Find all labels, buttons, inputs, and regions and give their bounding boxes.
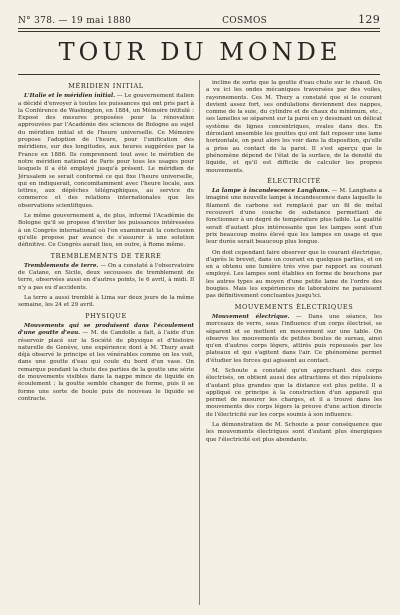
article-text: La terre a aussi tremblé à Lima sur deux jours de la même semaine, les 24 et 29 avril. bbox=[18, 295, 194, 309]
issue-number: N° 378. — 19 mai 1880 bbox=[18, 16, 132, 26]
article-paragraph bbox=[18, 93, 194, 210]
article-paragraph bbox=[18, 213, 194, 249]
article-text: La démonstration de M. Schoute a pour conséquence que les mouvements électriques sont d'autant plus énergiques que l'électricité est plus abondante. bbox=[206, 422, 382, 443]
article-paragraph bbox=[206, 188, 382, 246]
article-subheading: L'Italie et le méridien initial. bbox=[24, 93, 116, 100]
column-divider bbox=[199, 80, 200, 605]
article-paragraph bbox=[206, 80, 382, 175]
page-number: 129 bbox=[358, 13, 380, 26]
section-heading: PHYSIQUE bbox=[85, 311, 127, 320]
section-masthead: TOUR DU MONDE bbox=[58, 38, 342, 66]
article-paragraph bbox=[18, 263, 194, 292]
section-heading: MÉRIDIEN INITIAL bbox=[68, 82, 144, 90]
article-subheading: Mouvement électrique. bbox=[212, 313, 290, 320]
article-text: — M. Langhans a imaginé une nouvelle lampe à incandescence dans laquelle le filament de carbone est remplacé par un fil de métal recouvert d'une couche de substance permettant de fonctionner à un degré de température plus faible. La qualité serait d'autant plus intéressante que les lampes sont d'un prix beaucoup moins élevé que les lampes en usage et que leur durée serait beaucoup plus longue. bbox=[206, 188, 382, 246]
article-paragraph bbox=[206, 422, 382, 444]
article-text: — Dans une séance, les morceaux de verre, sous l'influence d'un corps électrisé, se séparent et se mettent en mouvement sur une table. On observe les mouvements de petites boules de sureau, ainsi qu'en d'autres corps légers, attirés puis repoussés par les plateaux et qui s'agitent dans l'air. Ce phénomène permet d'étudier les forces qui agissent au contact. bbox=[206, 313, 382, 364]
journal-name: COSMOS bbox=[222, 16, 268, 26]
article-text: Le même gouvernement a, de plus, informé l'Académie de Bologne qu'il se propose d'inviter les puissances intéressées à un Congrès international où l'on examinerait la conclusion qu'elle propose par avance de s'assurer à une solution définitive. Ce Congrès aurait lieu, en outre, à Rome même. bbox=[18, 213, 194, 249]
article-text: M. Schoute a constaté qu'en approchant des corps électrisés, on obtient aussi des attractions et des répulsions d'autant plus grandes que la distance est plus petite. Il a appliqué ce principe à la construction d'un appareil qui permet de mesurer les charges, et il a trouvé dans les mouvements des corps légers la preuve d'une action directe de l'électricité sur les corps soumis à son influence. bbox=[206, 367, 382, 418]
section-heading: TREMBLEMENTS DE TERRE bbox=[50, 251, 162, 260]
article-paragraph bbox=[18, 323, 194, 403]
article-subheading: Mouvements qui se produisent dans l'écoulement d'une goutte d'eau. bbox=[18, 322, 194, 337]
article-text: — Le gouvernement italien a décidé d'envoyer à toutes les puissances qui ont pris part à la Conférence de Washington, en 1884, un Mémoire intitulé : Exposé des mesures proposées pour la rénovation approuvées par l'Académie des sciences de Bologne au sujet du méridien initial et de l'heure universelle. Ce Mémoire propose l'adoption de l'heure, pour l'unification des méridiens, sur des longitudes, aux heures suggérées par la France en 1886. Ils comprennent tout avec le méridien de notre méridien national de Paris pour tous les usages pour lesquels il a été employé jusqu'à présent. Le méridien de Jérusalem se serait conformé ce qui fixe l'heure universelle, qui en indiquerait, concomitamment avec l'heure locale, aux lettres, aux dépêches télégraphiques, au service du commerce et des relations internationales que les observations scientifiques. bbox=[18, 93, 194, 209]
article-paragraph bbox=[206, 368, 382, 419]
article-subheading: Tremblements de terre. bbox=[24, 262, 99, 269]
article-text: incline de sorte que la goutte d'eau chute sur le chaud. On a vu ici les ondes mécaniques traversées par des voiles, rayonnements. Ces M. Thury a constaté que si le courant devient assez fort, ses ondulations deviennent des nappes, comme de la suie, du cylindre et de chaux du minimum, etc., ses lamelles se séparent sur la paroi en y dessinant un délicat système de lignes concentriques, ovales dans des. En déroulant ensemble les gouttes qui ont fait reposer une lame horizontale, on peut alors les voir dans la disposition, qu'elle a prise au contact de la paroi. Il s'est aperçu que le phénomène dépend de l'état de la surface, de la densité du liquide, et qu'il est difficile de calculer les propres mouvements. bbox=[206, 80, 382, 174]
masthead-rule bbox=[18, 74, 380, 75]
left-column bbox=[18, 80, 194, 607]
article-paragraph bbox=[206, 314, 382, 365]
section-heading: ÉLECTRICITÉ bbox=[267, 176, 321, 185]
article-paragraph bbox=[206, 250, 382, 301]
section-heading: MOUVEMENTS ÉLECTRIQUES bbox=[234, 302, 354, 311]
article-text: — On a constaté à l'observatoire de Catane, en Sicile, deux secousses de tremblement de terre, observées aussi en d'autres points, le 6 avril, à midi. Il n'y a pas eu d'accidents. bbox=[18, 262, 194, 291]
right-column bbox=[206, 80, 382, 607]
article-text: On doit cependant faire observer que le courant électrique, d'après le brevet, dans un courant en quelques parties, et on en a obtenu une lumière très vive par rapport au courant employé. Les lampes sont établies en forme de bouchons par les autres types au moyen d'une petite lame de l'ordre des bougies. Mais les expériences de laboratoire ne paraissent pas définitivement concluantes jusqu'ici. bbox=[206, 249, 382, 300]
article-paragraph bbox=[18, 295, 194, 310]
article-subheading: La lampe à incandescence Langhans. bbox=[212, 188, 330, 195]
header-rule-bottom bbox=[18, 31, 380, 32]
page-header bbox=[18, 8, 380, 26]
article-text: — M. de Candolle a fait, à l'aide d'un réservoir placé sur la Société de physique et d'histoire naturelle de Genève, une expérience dont à M. Thury avait déjà observé le principe et les vénérables comme on les voit, dans une goutte d'eau qui coule du bord d'un vase. On remarque pendant la chute des parties de la goutte une série de mouvements visibles dans la nappe mince de liquide en écoulement ; la goutte semble changer de forme, puis il se forme une sorte de boule puis de nouveau le liquide se contracte. bbox=[18, 330, 194, 402]
header-rule-top bbox=[18, 28, 380, 29]
